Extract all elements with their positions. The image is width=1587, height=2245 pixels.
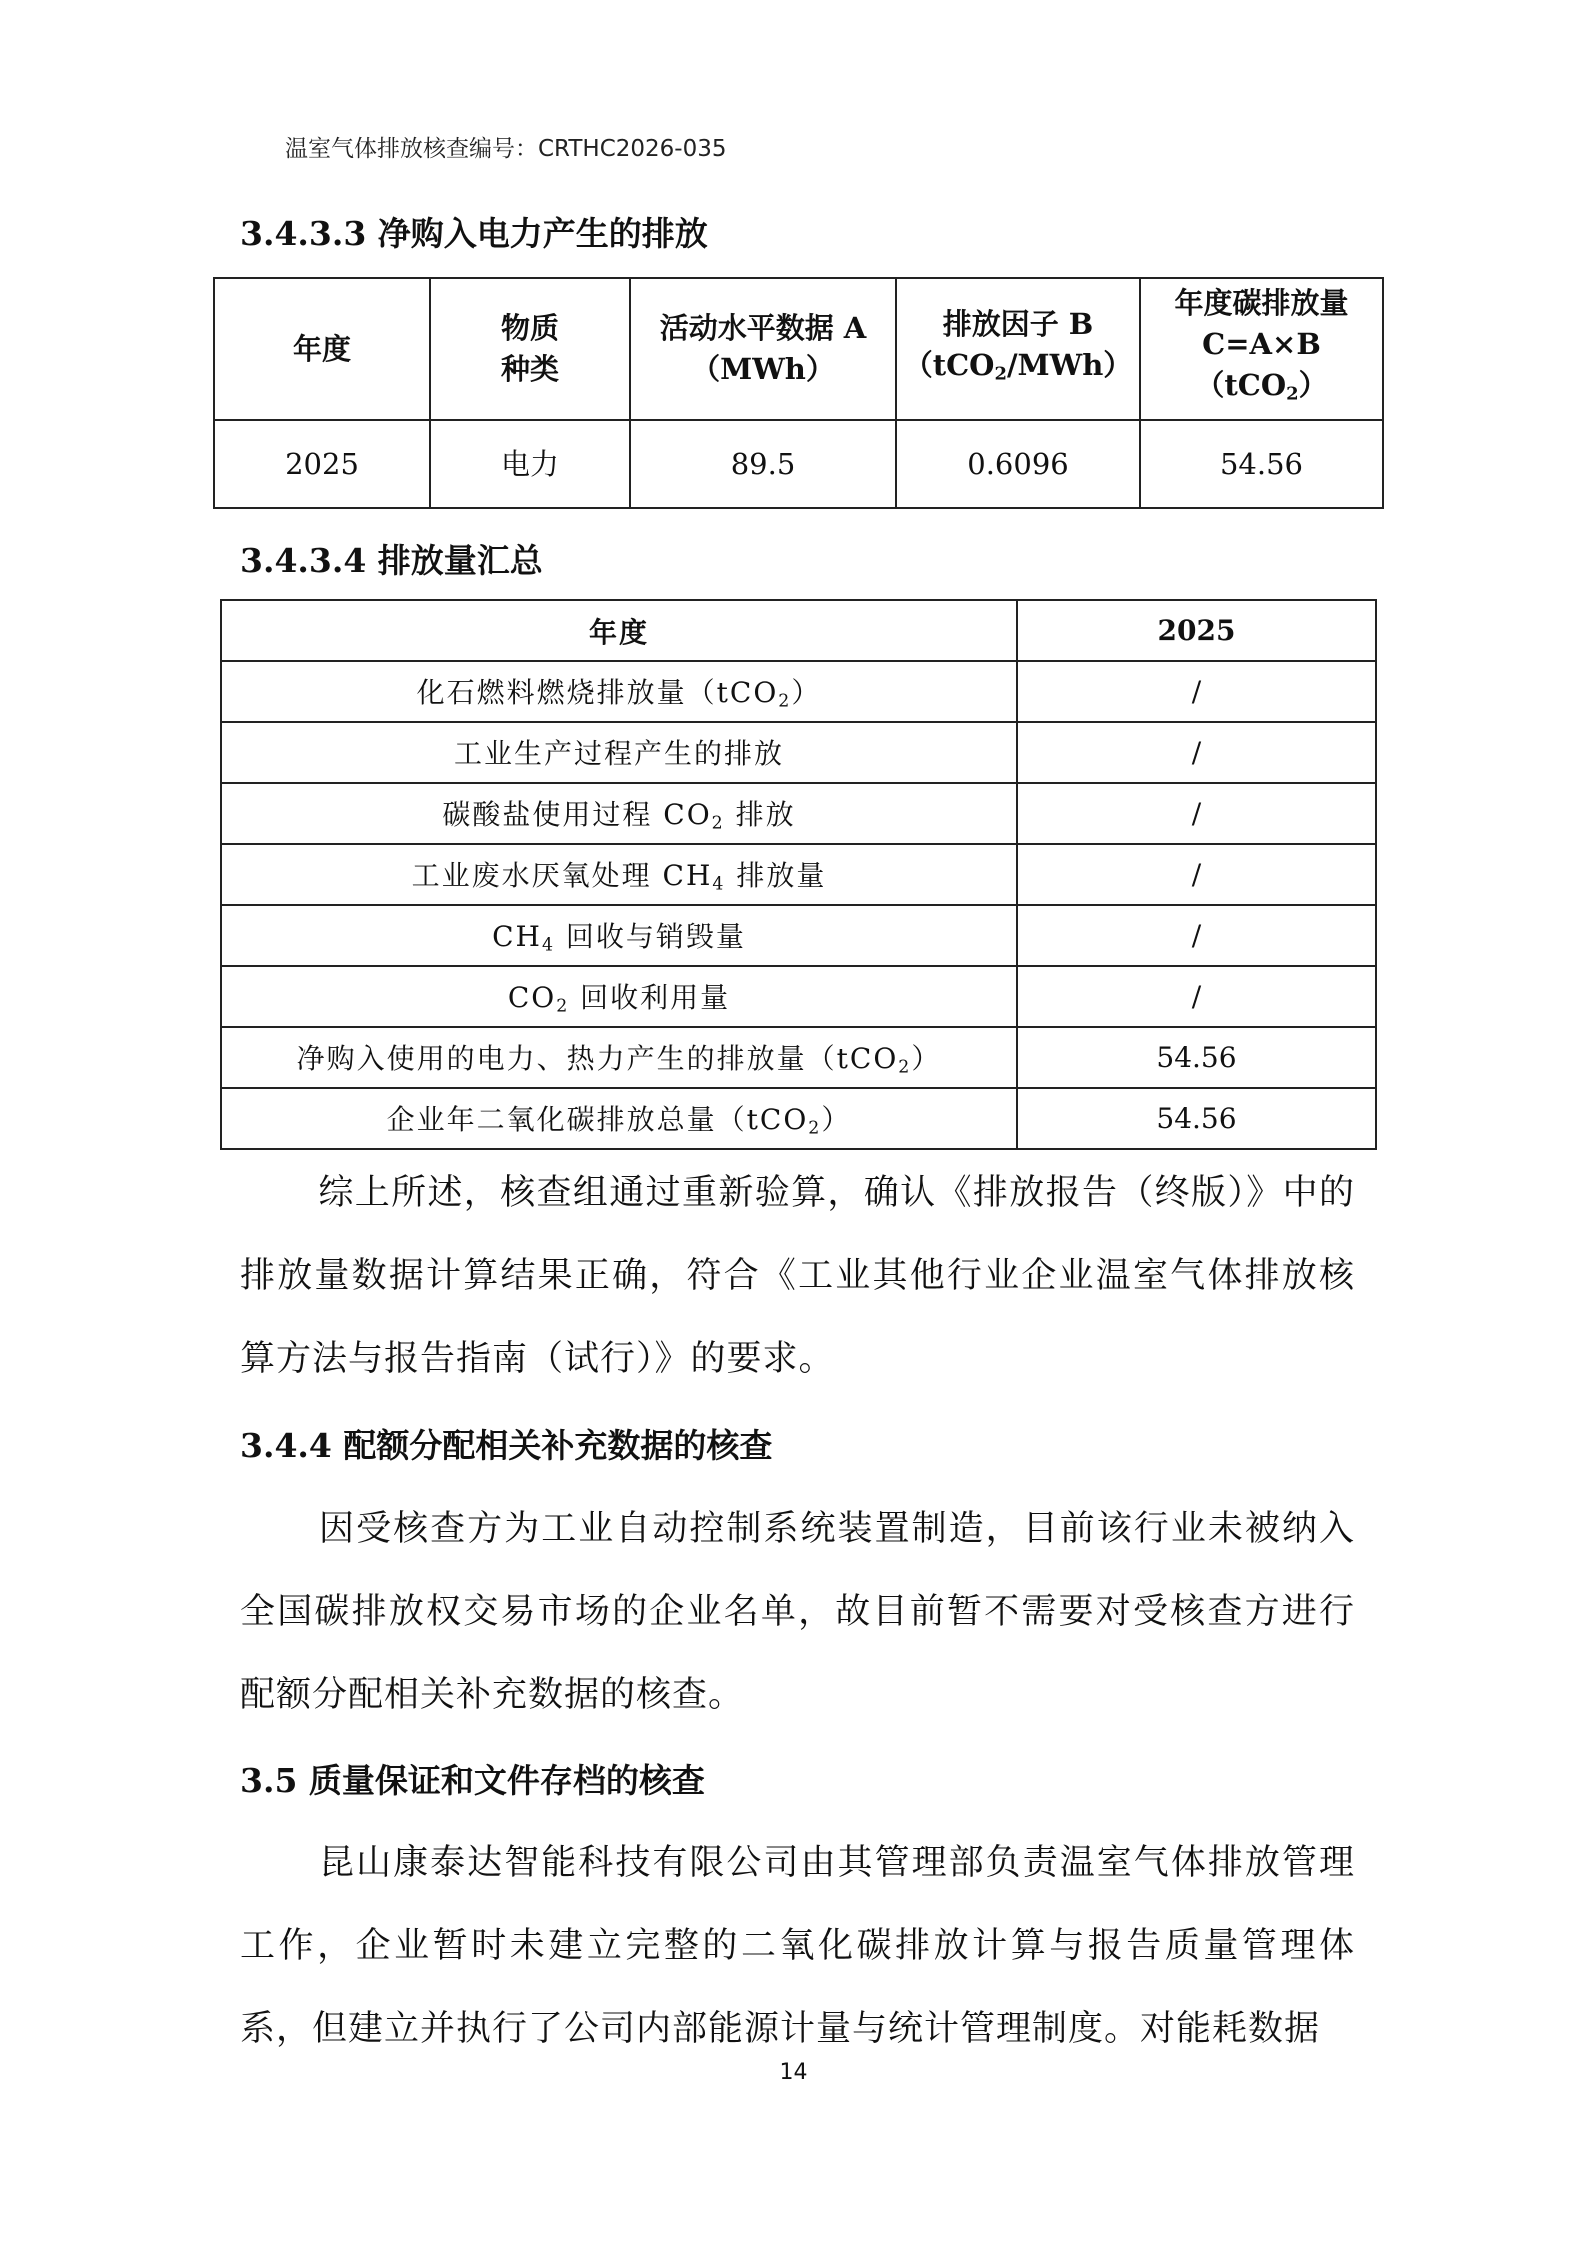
summary-label: 碳酸盐使用过程 $CO_2$ 排放 (221, 783, 1017, 844)
header-factor: 排放因子 B （tCO$_2$/MWh） (896, 278, 1140, 420)
summary-value: / (1017, 966, 1376, 1027)
document-number-header: 温室气体排放核查编号：CRTHC2026-035 (285, 136, 727, 162)
emission-summary-table (220, 599, 1377, 1150)
cell-material: 电力 (430, 420, 630, 508)
summary-value: / (1017, 905, 1376, 966)
quality-assurance-paragraph: 昆山康泰达智能科技有限公司由其管理部负责温室气体排放管理工作，企业暂时未建立完整的二氧化碳排放计算与报告质量管理体系，但建立并执行了公司内部能源计量与统计管理制度。对能耗数据 (240, 1843, 1355, 2049)
table-row (221, 966, 1376, 1027)
table-row (221, 1088, 1376, 1149)
section-title-3434: 3.4.3.4 排放量汇总 (240, 541, 543, 580)
header-annual-emission: 年度碳排放量 C=A×B（tCO$_2$） (1140, 278, 1383, 420)
summary-label: $CO_2$ 回收利用量 (221, 966, 1017, 1027)
cell-year: 2025 (214, 420, 430, 508)
header-material: 物质 种类 (430, 278, 630, 420)
cell-factor: 0.6096 (896, 420, 1140, 508)
summary-value: / (1017, 661, 1376, 722)
table-row (221, 844, 1376, 905)
table-row (221, 783, 1376, 844)
quota-check-paragraph: 因受核查方为工业自动控制系统装置制造，目前该行业未被纳入全国碳排放权交易市场的企业名单，故目前暂不需要对受核查方进行配额分配相关补充数据的核查。 (240, 1509, 1355, 1715)
summary-label: 工业生产过程产生的排放 (221, 722, 1017, 783)
cell-activity: 89.5 (630, 420, 896, 508)
purchased-electricity-table (213, 277, 1384, 509)
summary-value: 54.56 (1017, 1088, 1376, 1149)
cell-emission: 54.56 (1140, 420, 1383, 508)
section-title-344: 3.4.4 配额分配相关补充数据的核查 (240, 1426, 773, 1465)
header-year: 年度 (214, 278, 430, 420)
summary-value: 54.56 (1017, 1027, 1376, 1088)
summary-label: $CH_4$ 回收与销毁量 (221, 905, 1017, 966)
section-title-35: 3.5 质量保证和文件存档的核查 (240, 1761, 705, 1800)
table-row (221, 661, 1376, 722)
page-number: 14 (779, 2060, 808, 2085)
table-row (214, 420, 1383, 508)
summary-label: 工业废水厌氧处理 $CH_4$ 排放量 (221, 844, 1017, 905)
table-row (221, 722, 1376, 783)
summary-label: 净购入使用的电力、热力产生的排放量（tCO$_2$） (221, 1027, 1017, 1088)
summary-header-year: 2025 (1017, 600, 1376, 661)
summary-value: / (1017, 722, 1376, 783)
summary-header-label: 年度 (221, 600, 1017, 661)
table-row (221, 905, 1376, 966)
summary-label: 化石燃料燃烧排放量（tCO$_2$） (221, 661, 1017, 722)
section-title-3433: 3.4.3.3 净购入电力产生的排放 (240, 214, 708, 253)
table-row (221, 1027, 1376, 1088)
conclusion-paragraph: 综上所述，核查组通过重新验算，确认《排放报告（终版）》中的排放量数据计算结果正确，符合《工业其他行业企业温室气体排放核算方法与报告指南（试行）》的要求。 (240, 1173, 1355, 1379)
summary-value: / (1017, 844, 1376, 905)
summary-label: 企业年二氧化碳排放总量（tCO$_2$） (221, 1088, 1017, 1149)
summary-value: / (1017, 783, 1376, 844)
header-activity: 活动水平数据 A （MWh） (630, 278, 896, 420)
